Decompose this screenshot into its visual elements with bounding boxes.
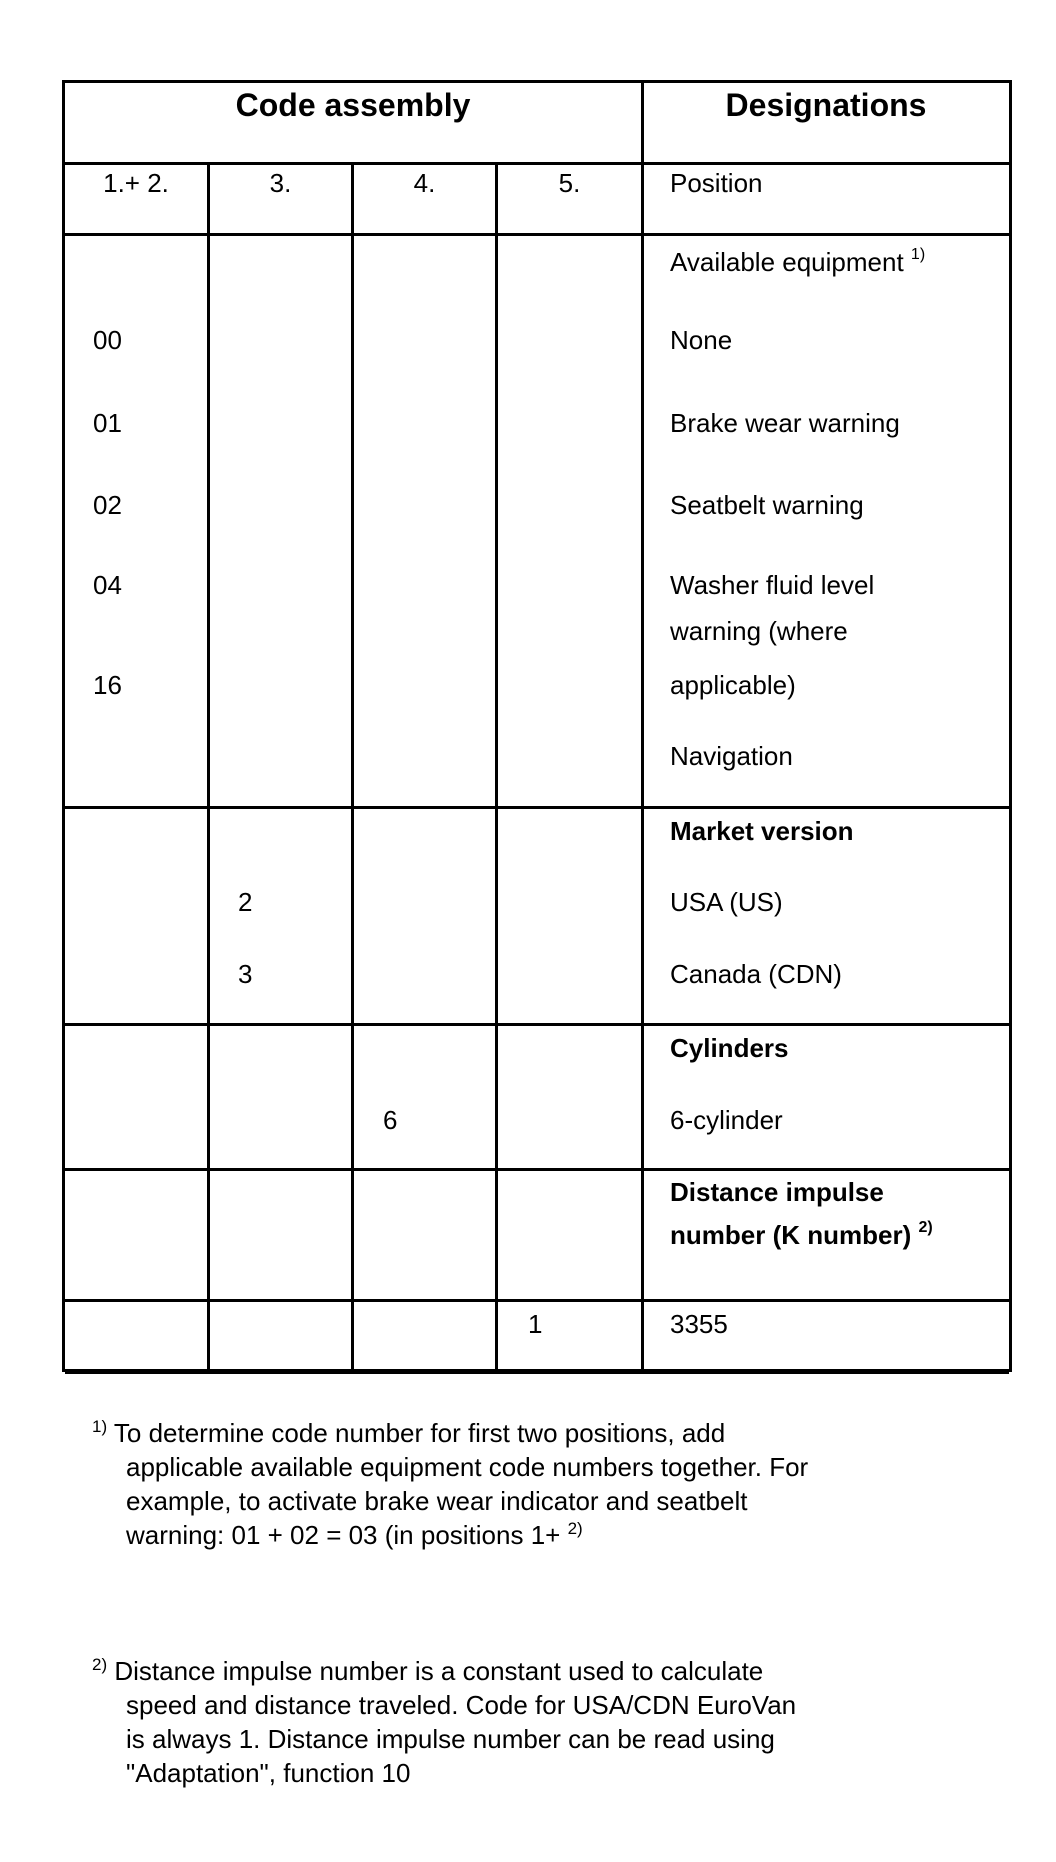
- cylinders-title: Cylinders: [670, 1033, 789, 1063]
- equipment-code: 00: [93, 325, 122, 355]
- equipment-code: 02: [93, 490, 122, 520]
- position-col-3: 3.: [269, 168, 292, 198]
- equipment-code: 01: [93, 408, 122, 438]
- market-title: Market version: [670, 816, 854, 846]
- equipment-code: 04: [93, 570, 122, 600]
- footnote-2: $^{2)}$ Distance impulse number is a constant used to calculate speed and distance traveled. Code for USA/CDN EuroVan is always 1. Distance impulse number can be read using "Adaptation", function 10: [92, 1655, 797, 1788]
- market-item: Canada (CDN): [670, 959, 842, 989]
- code-table: [62, 80, 1012, 1372]
- distance-title-line2: number (K number) $^{2)}$: [670, 1219, 933, 1250]
- equipment-item: applicable): [670, 670, 796, 700]
- position-col-4: 4.: [413, 168, 436, 198]
- distance-title-line1: Distance impulse: [670, 1177, 884, 1207]
- cylinders-item: 6-cylinder: [670, 1105, 783, 1135]
- table-column-rule: [641, 83, 644, 1369]
- cylinders-code: 6: [383, 1105, 398, 1135]
- position-col-1-2: 1.+ 2.: [103, 168, 169, 198]
- market-code: 2: [238, 887, 253, 917]
- equipment-item: None: [670, 325, 733, 355]
- equipment-item: Brake wear warning: [670, 408, 900, 438]
- market-code: 3: [238, 959, 253, 989]
- market-item: USA (US): [670, 887, 783, 917]
- equipment-code: 16: [93, 670, 122, 700]
- table-column-rule: [207, 162, 210, 1369]
- equipment-item: Navigation: [670, 741, 793, 771]
- header-code-assembly: Code assembly: [235, 87, 471, 123]
- footnote-1: $^{1)}$ To determine code number for first two positions, add applicable available equipment code numbers together. For example, to activate brake wear indicator and seatbelt warning: 01 + 02 = 03 (in positions 1+ $^{2)}$: [92, 1417, 809, 1550]
- distance-value: 3355: [670, 1309, 728, 1339]
- distance-code: 1: [528, 1309, 543, 1339]
- equipment-item: Washer fluid level: [670, 570, 875, 600]
- position-label: Position: [670, 168, 763, 198]
- equipment-item: warning (where: [670, 616, 848, 646]
- table-column-rule: [495, 162, 498, 1369]
- position-col-5: 5.: [558, 168, 581, 198]
- header-designations: Designations: [725, 87, 927, 123]
- equipment-item: Seatbelt warning: [670, 490, 864, 520]
- table-column-rule: [351, 162, 354, 1369]
- equipment-title: Available equipment $^{1)}$: [670, 246, 926, 277]
- table-rule: [65, 1371, 1009, 1374]
